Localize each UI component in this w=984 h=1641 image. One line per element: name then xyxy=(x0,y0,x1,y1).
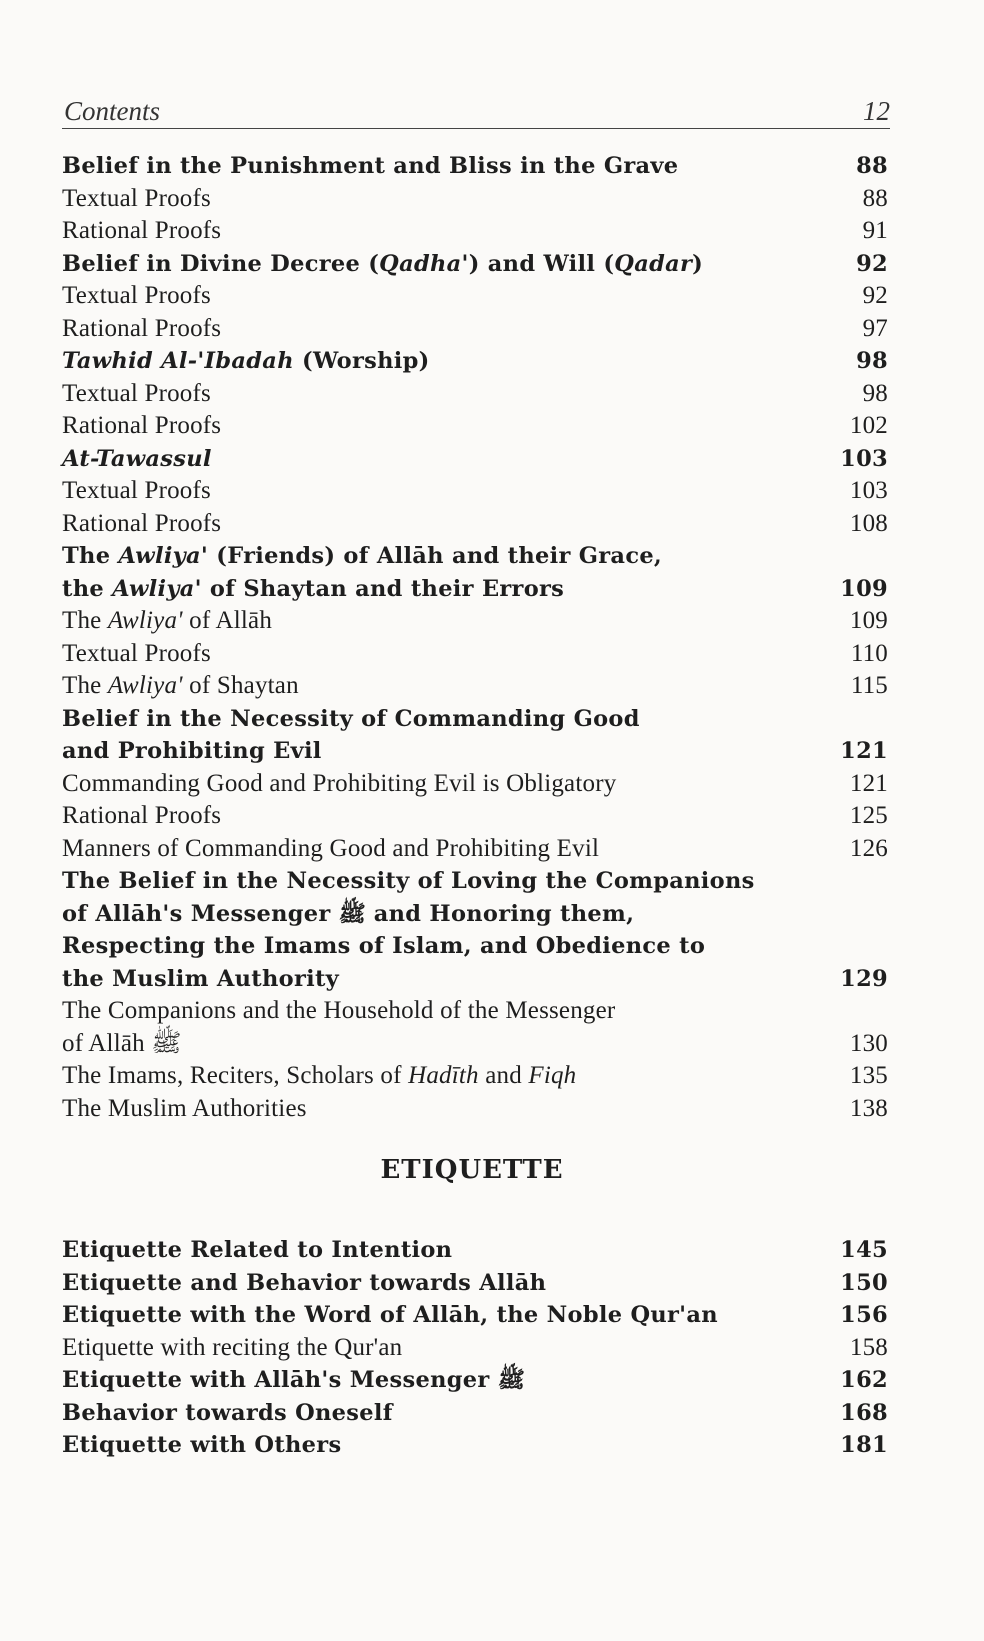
toc-entry-title xyxy=(62,576,564,602)
toc-entry-page: 103 xyxy=(849,477,888,504)
title-text: (Worship) xyxy=(293,348,430,374)
toc-entry xyxy=(62,1060,888,1093)
section-heading-etiquette: ETIQUETTE xyxy=(380,1155,564,1185)
toc-entry xyxy=(62,248,888,281)
title-text: Respecting the Imams of Islam, and Obedience to xyxy=(62,933,706,959)
toc-entry xyxy=(62,183,888,216)
toc-entry-title xyxy=(62,966,339,992)
toc-entry-title xyxy=(62,901,634,927)
toc-entry xyxy=(62,475,888,508)
toc-entry xyxy=(62,703,888,736)
toc-entry-page: 181 xyxy=(840,1432,888,1458)
toc-entry xyxy=(62,410,888,443)
toc-entry-title xyxy=(62,412,221,439)
title-text: of Allāh xyxy=(182,607,273,634)
toc-entry-title xyxy=(62,802,221,829)
toc-entry-title xyxy=(62,738,322,764)
title-text: The xyxy=(62,607,108,634)
toc-entry-title xyxy=(62,868,755,894)
title-text: the xyxy=(62,575,113,602)
toc-entry-title xyxy=(62,997,615,1024)
toc-entry xyxy=(62,345,888,378)
toc-entry-title xyxy=(62,640,211,667)
toc-entry xyxy=(62,833,888,866)
toc-entry xyxy=(62,768,888,801)
toc-entry xyxy=(62,963,888,996)
title-text: of Shaytan xyxy=(182,672,299,699)
title-text: of Shaytan and their Errors xyxy=(201,575,565,602)
title-text: The Belief in the Necessity of Loving the Companions xyxy=(62,868,755,894)
toc-entry-page: 168 xyxy=(840,1399,888,1426)
toc-entry-page: 130 xyxy=(849,1029,888,1057)
title-text: Behavior towards Oneself xyxy=(62,1399,393,1426)
toc-entry xyxy=(62,540,888,573)
toc-entry-page: 98 xyxy=(862,379,888,407)
italic-term: Awliya' xyxy=(112,575,202,602)
toc-entry-page: 121 xyxy=(849,769,888,797)
toc-entry-title xyxy=(62,1062,576,1089)
italic-term: Awliya' xyxy=(107,607,183,634)
title-text: The Muslim Authorities xyxy=(62,1094,307,1122)
title-text: Textual Proofs xyxy=(62,282,211,309)
toc-entry xyxy=(62,605,888,638)
toc-entry xyxy=(62,573,888,606)
title-text: Textual Proofs xyxy=(62,477,211,504)
toc-entry xyxy=(62,1332,888,1365)
toc-entry xyxy=(62,378,888,411)
toc-entry-page: 110 xyxy=(850,639,888,667)
toc-entry-title xyxy=(62,1237,452,1263)
title-text: The xyxy=(62,672,108,699)
italic-term: Awliya' xyxy=(118,543,209,569)
toc-entry-page: 150 xyxy=(840,1269,888,1296)
toc-entry xyxy=(62,508,888,541)
title-text: Etiquette Related to Intention xyxy=(62,1237,453,1263)
toc-entry xyxy=(62,670,888,703)
toc-entry-title xyxy=(62,1302,718,1328)
toc-entry-page: 98 xyxy=(856,348,888,374)
title-text: and xyxy=(478,1062,529,1089)
toc-entry xyxy=(62,150,888,183)
toc-entry xyxy=(62,1364,888,1397)
title-text: Etiquette with Others xyxy=(62,1432,342,1458)
toc-entry-title xyxy=(62,185,211,212)
toc-entry-title xyxy=(62,510,221,537)
running-header xyxy=(62,96,890,129)
toc-entry xyxy=(62,1028,888,1061)
toc-entry-page: 158 xyxy=(849,1333,888,1361)
toc-entry xyxy=(62,995,888,1028)
toc-entry-page: 109 xyxy=(849,607,888,634)
toc-entry-title xyxy=(62,315,221,342)
title-text: Belief in the Punishment and Bliss in the Grave xyxy=(62,153,679,179)
title-text: Rational Proofs xyxy=(62,217,222,244)
title-text: (Friends) of Allāh and their Grace, xyxy=(208,543,663,569)
toc-entry-page: 92 xyxy=(862,282,888,309)
toc-entry-page: 102 xyxy=(849,412,888,439)
title-text: Rational Proofs xyxy=(62,314,222,342)
header-page-number: 12 xyxy=(863,96,890,126)
toc-entry xyxy=(62,443,888,476)
italic-term: Fiqh xyxy=(528,1062,577,1089)
toc-entry-title xyxy=(62,217,221,244)
toc-entry-title xyxy=(62,672,299,699)
title-text: and Prohibiting Evil xyxy=(62,738,322,764)
toc-entry-page: 92 xyxy=(856,250,888,277)
toc-entry-title xyxy=(62,933,705,959)
title-text: Belief in the Necessity of Commanding Good xyxy=(62,705,640,732)
italic-term: Hadīth xyxy=(408,1062,479,1089)
toc-entry-title xyxy=(62,1030,182,1057)
toc-entry xyxy=(62,865,888,898)
toc-entry xyxy=(62,313,888,346)
title-text: Etiquette with Allāh's Messenger ﷺ xyxy=(62,1367,525,1393)
toc-entry xyxy=(62,638,888,671)
toc-entry xyxy=(62,1093,888,1126)
title-text: Textual Proofs xyxy=(62,379,211,407)
title-text: Rational Proofs xyxy=(62,412,222,439)
toc-entry-page: 129 xyxy=(840,965,888,992)
toc-entry-page: 115 xyxy=(850,672,888,699)
toc-list-etiquette xyxy=(62,1234,888,1462)
toc-entry-title xyxy=(62,1095,307,1122)
header-title: Contents xyxy=(64,96,161,126)
toc-entry xyxy=(62,1429,888,1462)
toc-entry-title xyxy=(62,1334,402,1361)
title-text: The xyxy=(62,543,119,569)
title-text: Textual Proofs xyxy=(62,184,211,212)
toc-entry xyxy=(62,800,888,833)
toc-entry xyxy=(62,930,888,963)
toc-entry-page: 88 xyxy=(862,184,888,212)
toc-entry xyxy=(62,1234,888,1267)
toc-entry-title xyxy=(62,543,662,569)
title-text: of Allāh's Messenger ﷺ and Honoring them, xyxy=(62,900,635,927)
toc-entry-page: 103 xyxy=(840,445,888,472)
toc-entry-page: 91 xyxy=(862,217,888,244)
italic-term: Qadar xyxy=(614,250,693,277)
toc-entry xyxy=(62,1299,888,1332)
toc-entry xyxy=(62,898,888,931)
toc-entry xyxy=(62,1267,888,1300)
toc-entry-title xyxy=(62,348,430,374)
toc-entry-title xyxy=(62,835,599,862)
italic-term: Awliya' xyxy=(107,672,183,699)
toc-entry-title xyxy=(62,477,211,504)
title-text: Manners of Commanding Good and Prohibiting Evil xyxy=(62,834,600,862)
title-text: ) and Will ( xyxy=(468,250,615,277)
title-text: Belief in Divine Decree ( xyxy=(62,250,380,277)
toc-entry-page: 138 xyxy=(849,1094,888,1122)
toc-entry-title xyxy=(62,706,640,732)
toc-entry-page: 88 xyxy=(856,153,888,179)
title-text: Etiquette with the Word of Allāh, the Noble Qur'an xyxy=(62,1302,718,1328)
title-text: Rational Proofs xyxy=(62,509,222,537)
toc-entry-page: 121 xyxy=(840,738,888,764)
toc-entry-title xyxy=(62,1400,393,1426)
toc-entry xyxy=(62,215,888,248)
toc-entry-title xyxy=(62,380,211,407)
toc-entry-title xyxy=(62,1270,546,1296)
title-text: The Companions and the Household of the Messenger xyxy=(62,997,616,1024)
toc-entry-title xyxy=(62,446,212,472)
title-text: Rational Proofs xyxy=(62,802,222,829)
toc-entry-page: 145 xyxy=(840,1237,888,1263)
toc-entry-title xyxy=(62,282,211,309)
title-text: The Imams, Reciters, Scholars of xyxy=(62,1062,409,1089)
italic-term: Qadha' xyxy=(379,250,469,277)
toc-list-beliefs xyxy=(62,150,888,1125)
toc-entry-title xyxy=(62,251,703,277)
title-text: Textual Proofs xyxy=(62,639,211,667)
italic-term: Tawhid Al-'Ibadah xyxy=(62,348,294,374)
toc-entry xyxy=(62,1397,888,1430)
title-text: Etiquette and Behavior towards Allāh xyxy=(62,1269,547,1296)
toc-entry-page: 125 xyxy=(849,802,888,829)
title-text: Etiquette with reciting the Qur'an xyxy=(62,1333,403,1361)
title-text: ) xyxy=(692,250,704,277)
toc-entry-page: 108 xyxy=(849,509,888,537)
toc-entry-page: 135 xyxy=(849,1062,888,1089)
title-text: Commanding Good and Prohibiting Evil is Obligatory xyxy=(62,769,617,797)
toc-entry xyxy=(62,280,888,313)
toc-entry-page: 162 xyxy=(840,1367,888,1393)
toc-entry-title xyxy=(62,153,678,179)
toc-entry xyxy=(62,735,888,768)
toc-entry-title xyxy=(62,770,616,797)
toc-entry-page: 97 xyxy=(862,314,888,342)
title-text: of Allāh ﷺ xyxy=(62,1029,182,1057)
toc-entry-page: 156 xyxy=(840,1302,888,1328)
toc-entry-page: 109 xyxy=(840,575,888,602)
toc-entry-page: 126 xyxy=(849,834,888,862)
title-text: the Muslim Authority xyxy=(62,965,340,992)
toc-entry-title xyxy=(62,1432,341,1458)
toc-entry-title xyxy=(62,1367,525,1393)
toc-entry-title xyxy=(62,607,272,634)
italic-term: At-Tawassul xyxy=(62,445,212,472)
